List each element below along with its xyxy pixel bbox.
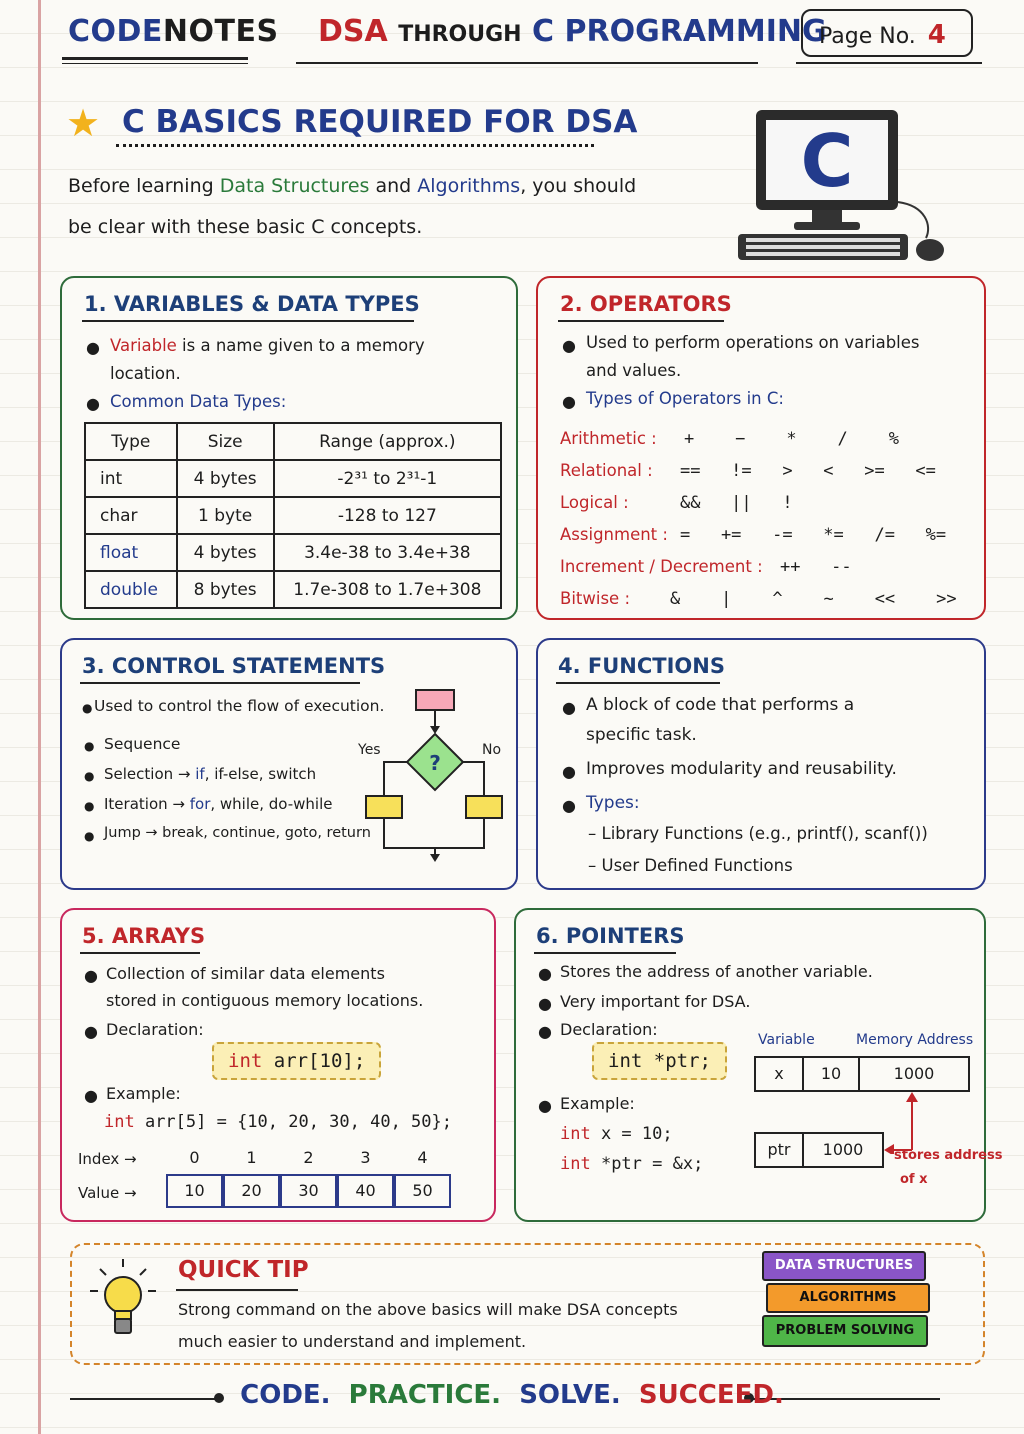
bullet: ● xyxy=(84,769,95,783)
var-value-box: 10 xyxy=(802,1056,860,1092)
array-index: 4 xyxy=(417,1148,428,1167)
book-problem-solving: PROBLEM SOLVING xyxy=(762,1315,928,1347)
bullet: ● xyxy=(84,966,98,985)
computer-icon xyxy=(736,106,950,268)
brand-logo: CODENOTES xyxy=(68,14,279,49)
functions-type-user: – User Defined Functions xyxy=(588,856,793,875)
table-row xyxy=(85,497,501,534)
cell-size: 4 bytes xyxy=(177,534,274,571)
flow-yes-label: Yes xyxy=(358,742,381,758)
operator-group-name: Relational : xyxy=(560,461,653,480)
quick-tip-line1: Strong command on the above basics will make DSA concepts xyxy=(178,1300,678,1319)
array-indices xyxy=(166,1148,451,1168)
control-item-sequence: Sequence xyxy=(104,735,181,753)
brand-underline xyxy=(62,57,248,60)
header-range: Range (approx.) xyxy=(274,423,501,460)
ptr-name-box: ptr xyxy=(754,1132,804,1168)
array-cell: 20 xyxy=(223,1174,280,1208)
operator-group-ops: & | ^ ~ << >> xyxy=(670,589,957,609)
var-name-box: x xyxy=(754,1056,804,1092)
operators-definition: Used to perform operations on variables xyxy=(586,333,920,352)
variable-column-label: Variable xyxy=(758,1032,815,1048)
bullet: ● xyxy=(538,1022,552,1041)
book-algorithms: ALGORITHMS xyxy=(766,1283,930,1313)
operator-group-ops: ++ -- xyxy=(780,557,852,577)
bullet: ● xyxy=(86,338,100,357)
bullet: ● xyxy=(562,392,576,411)
cell-size: 4 bytes xyxy=(177,460,274,497)
intro-text: Before learning Data Structures and Algorithms, you should be clear with these basic C concepts. xyxy=(68,175,637,238)
operator-group-name: Increment / Decrement : xyxy=(560,557,763,576)
pointer-arrow xyxy=(882,1090,922,1154)
cell-range: 3.4e-38 to 3.4e+38 xyxy=(274,534,501,571)
title-underline xyxy=(556,682,720,684)
pointers-importance: Very important for DSA. xyxy=(560,992,751,1011)
footer-slogan: CODE. PRACTICE. SOLVE. SUCCEED. xyxy=(240,1380,784,1410)
operators-card xyxy=(536,276,986,620)
control-card xyxy=(60,638,518,890)
functions-type-library: – Library Functions (e.g., printf(), scanf()) xyxy=(588,824,928,843)
bullet: ● xyxy=(562,336,576,355)
bullet: ● xyxy=(538,1096,552,1115)
title-underline xyxy=(534,952,676,954)
cell-size: 1 byte xyxy=(177,497,274,534)
functions-title: 4. FUNCTIONS xyxy=(558,654,725,678)
bullet: ● xyxy=(84,1022,98,1041)
cell-type: char xyxy=(85,497,177,534)
operator-group-ops: == != > < >= <= xyxy=(680,461,936,481)
pointers-example-line2: int *ptr = &x; xyxy=(560,1154,704,1174)
header-size: Size xyxy=(177,423,274,460)
arrays-declaration-label: Declaration: xyxy=(106,1020,204,1039)
page-underline xyxy=(796,62,982,64)
variable-definition: Variable is a name given to a memory xyxy=(110,336,425,355)
page-number-box: Page No. 4 xyxy=(801,9,973,57)
pointers-example-line1: int x = 10; xyxy=(560,1124,673,1144)
pointers-card xyxy=(514,908,1003,1222)
pointers-title: 6. POINTERS xyxy=(536,924,685,948)
bullet: ● xyxy=(86,394,100,413)
cell-range: 1.7e-308 to 1.7e+308 xyxy=(274,571,501,608)
operator-types-label: Types of Operators in C: xyxy=(586,389,784,408)
bullet: ● xyxy=(84,739,95,753)
star-icon: ★ xyxy=(66,101,101,145)
control-item-iteration: Iteration → for, while, do-while xyxy=(104,795,333,813)
pointer-note-1: stores address xyxy=(894,1148,1003,1163)
page-title: C BASICS REQUIRED FOR DSA xyxy=(122,104,638,140)
operator-group-ops: + − * / % xyxy=(684,429,899,449)
ptr-value-box: 1000 xyxy=(802,1132,884,1168)
functions-benefit: Improves modularity and reusability. xyxy=(586,759,897,779)
control-title: 3. CONTROL STATEMENTS xyxy=(82,654,386,678)
variable-definition-cont: location. xyxy=(110,364,181,383)
table-row xyxy=(85,571,501,608)
functions-definition-cont: specific task. xyxy=(586,725,697,745)
variables-card xyxy=(60,276,518,620)
table-row xyxy=(85,460,501,497)
address-column-label: Memory Address xyxy=(856,1032,974,1048)
bullet: ● xyxy=(562,796,576,815)
arrays-declaration-code: int arr[10]; xyxy=(212,1042,381,1080)
array-index: 1 xyxy=(246,1148,257,1167)
flow-no-label: No xyxy=(482,742,502,758)
operator-group-ops: = += -= *= /= %= xyxy=(680,525,947,545)
cell-type: float xyxy=(85,534,177,571)
arrays-definition: Collection of similar data elements xyxy=(106,964,385,983)
array-cell: 10 xyxy=(166,1174,223,1208)
cell-range: -128 to 127 xyxy=(274,497,501,534)
arrays-definition-cont: stored in contiguous memory locations. xyxy=(106,991,424,1010)
table-row xyxy=(85,534,501,571)
cell-range: -2³¹ to 2³¹-1 xyxy=(274,460,501,497)
bullet: ● xyxy=(562,762,576,781)
header-type: Type xyxy=(85,423,177,460)
lightbulb-icon xyxy=(88,1257,158,1343)
data-types-table xyxy=(84,422,502,609)
cell-type: double xyxy=(85,571,177,608)
index-label: Index → xyxy=(78,1150,137,1168)
array-values xyxy=(166,1174,453,1208)
notebook-margin-line xyxy=(38,0,41,1434)
operators-title: 2. OPERATORS xyxy=(560,292,732,316)
pointers-declaration-code: int *ptr; xyxy=(592,1042,727,1080)
functions-types-label: Types: xyxy=(586,793,640,813)
title-underline xyxy=(558,320,724,322)
array-cell: 50 xyxy=(394,1174,451,1208)
book-data-structures: DATA STRUCTURES xyxy=(762,1251,926,1281)
bullet: ● xyxy=(84,829,95,843)
var-address-box: 1000 xyxy=(858,1056,970,1092)
bullet: ● xyxy=(84,1086,98,1105)
title-underline xyxy=(80,682,360,684)
arrays-card xyxy=(60,908,496,1222)
array-cell: 30 xyxy=(280,1174,337,1208)
functions-card xyxy=(536,638,986,890)
arrays-example-label: Example: xyxy=(106,1084,181,1103)
control-item-jump: Jump → break, continue, goto, return xyxy=(104,825,371,841)
variables-title: 1. VARIABLES & DATA TYPES xyxy=(84,292,420,316)
bullet: ● xyxy=(82,701,93,715)
title-underline xyxy=(176,1289,298,1291)
bullet: ● xyxy=(562,698,576,717)
pointers-declaration-label: Declaration: xyxy=(560,1020,658,1039)
title-underline xyxy=(82,320,414,322)
bullet: ● xyxy=(538,994,552,1013)
operator-group-name: Bitwise : xyxy=(560,589,631,608)
quick-tip-title: QUICK TIP xyxy=(178,1257,309,1283)
value-label: Value → xyxy=(78,1184,137,1202)
quick-tip-box xyxy=(70,1243,985,1365)
operator-group-name: Assignment : xyxy=(560,525,668,544)
operator-group-name: Logical : xyxy=(560,493,629,512)
cell-size: 8 bytes xyxy=(177,571,274,608)
flowchart-diagram xyxy=(352,686,512,864)
course-title: DSA THROUGH C PROGRAMMING xyxy=(318,14,827,49)
title-underline xyxy=(116,144,594,147)
cell-type: int xyxy=(85,460,177,497)
operator-group-name: Arithmetic : xyxy=(560,429,657,448)
operators-definition-cont: and values. xyxy=(586,361,682,380)
course-underline xyxy=(296,62,758,64)
array-index: 3 xyxy=(360,1148,371,1167)
pointers-example-label: Example: xyxy=(560,1094,635,1113)
pointer-note-2: of x xyxy=(900,1172,928,1187)
control-definition: Used to control the flow of execution. xyxy=(94,697,385,715)
monitor-letter: C xyxy=(800,119,854,203)
array-index: 2 xyxy=(303,1148,314,1167)
title-underline xyxy=(80,952,200,954)
data-types-label: Common Data Types: xyxy=(110,392,287,411)
arrays-example-code: int arr[5] = {10, 20, 30, 40, 50}; xyxy=(104,1112,452,1132)
control-item-selection: Selection → if, if-else, switch xyxy=(104,765,317,783)
array-cell: 40 xyxy=(337,1174,394,1208)
table-header-row xyxy=(85,423,501,460)
pointers-definition: Stores the address of another variable. xyxy=(560,962,873,981)
decision-symbol: ? xyxy=(429,751,441,775)
array-index: 0 xyxy=(189,1148,200,1167)
operator-group-ops: && || ! xyxy=(680,493,793,513)
quick-tip-line2: much easier to understand and implement. xyxy=(178,1332,527,1351)
functions-definition: A block of code that performs a xyxy=(586,695,855,715)
arrays-title: 5. ARRAYS xyxy=(82,924,206,948)
bullet: ● xyxy=(84,799,95,813)
brand-underline-thin xyxy=(62,63,248,64)
bullet: ● xyxy=(538,964,552,983)
